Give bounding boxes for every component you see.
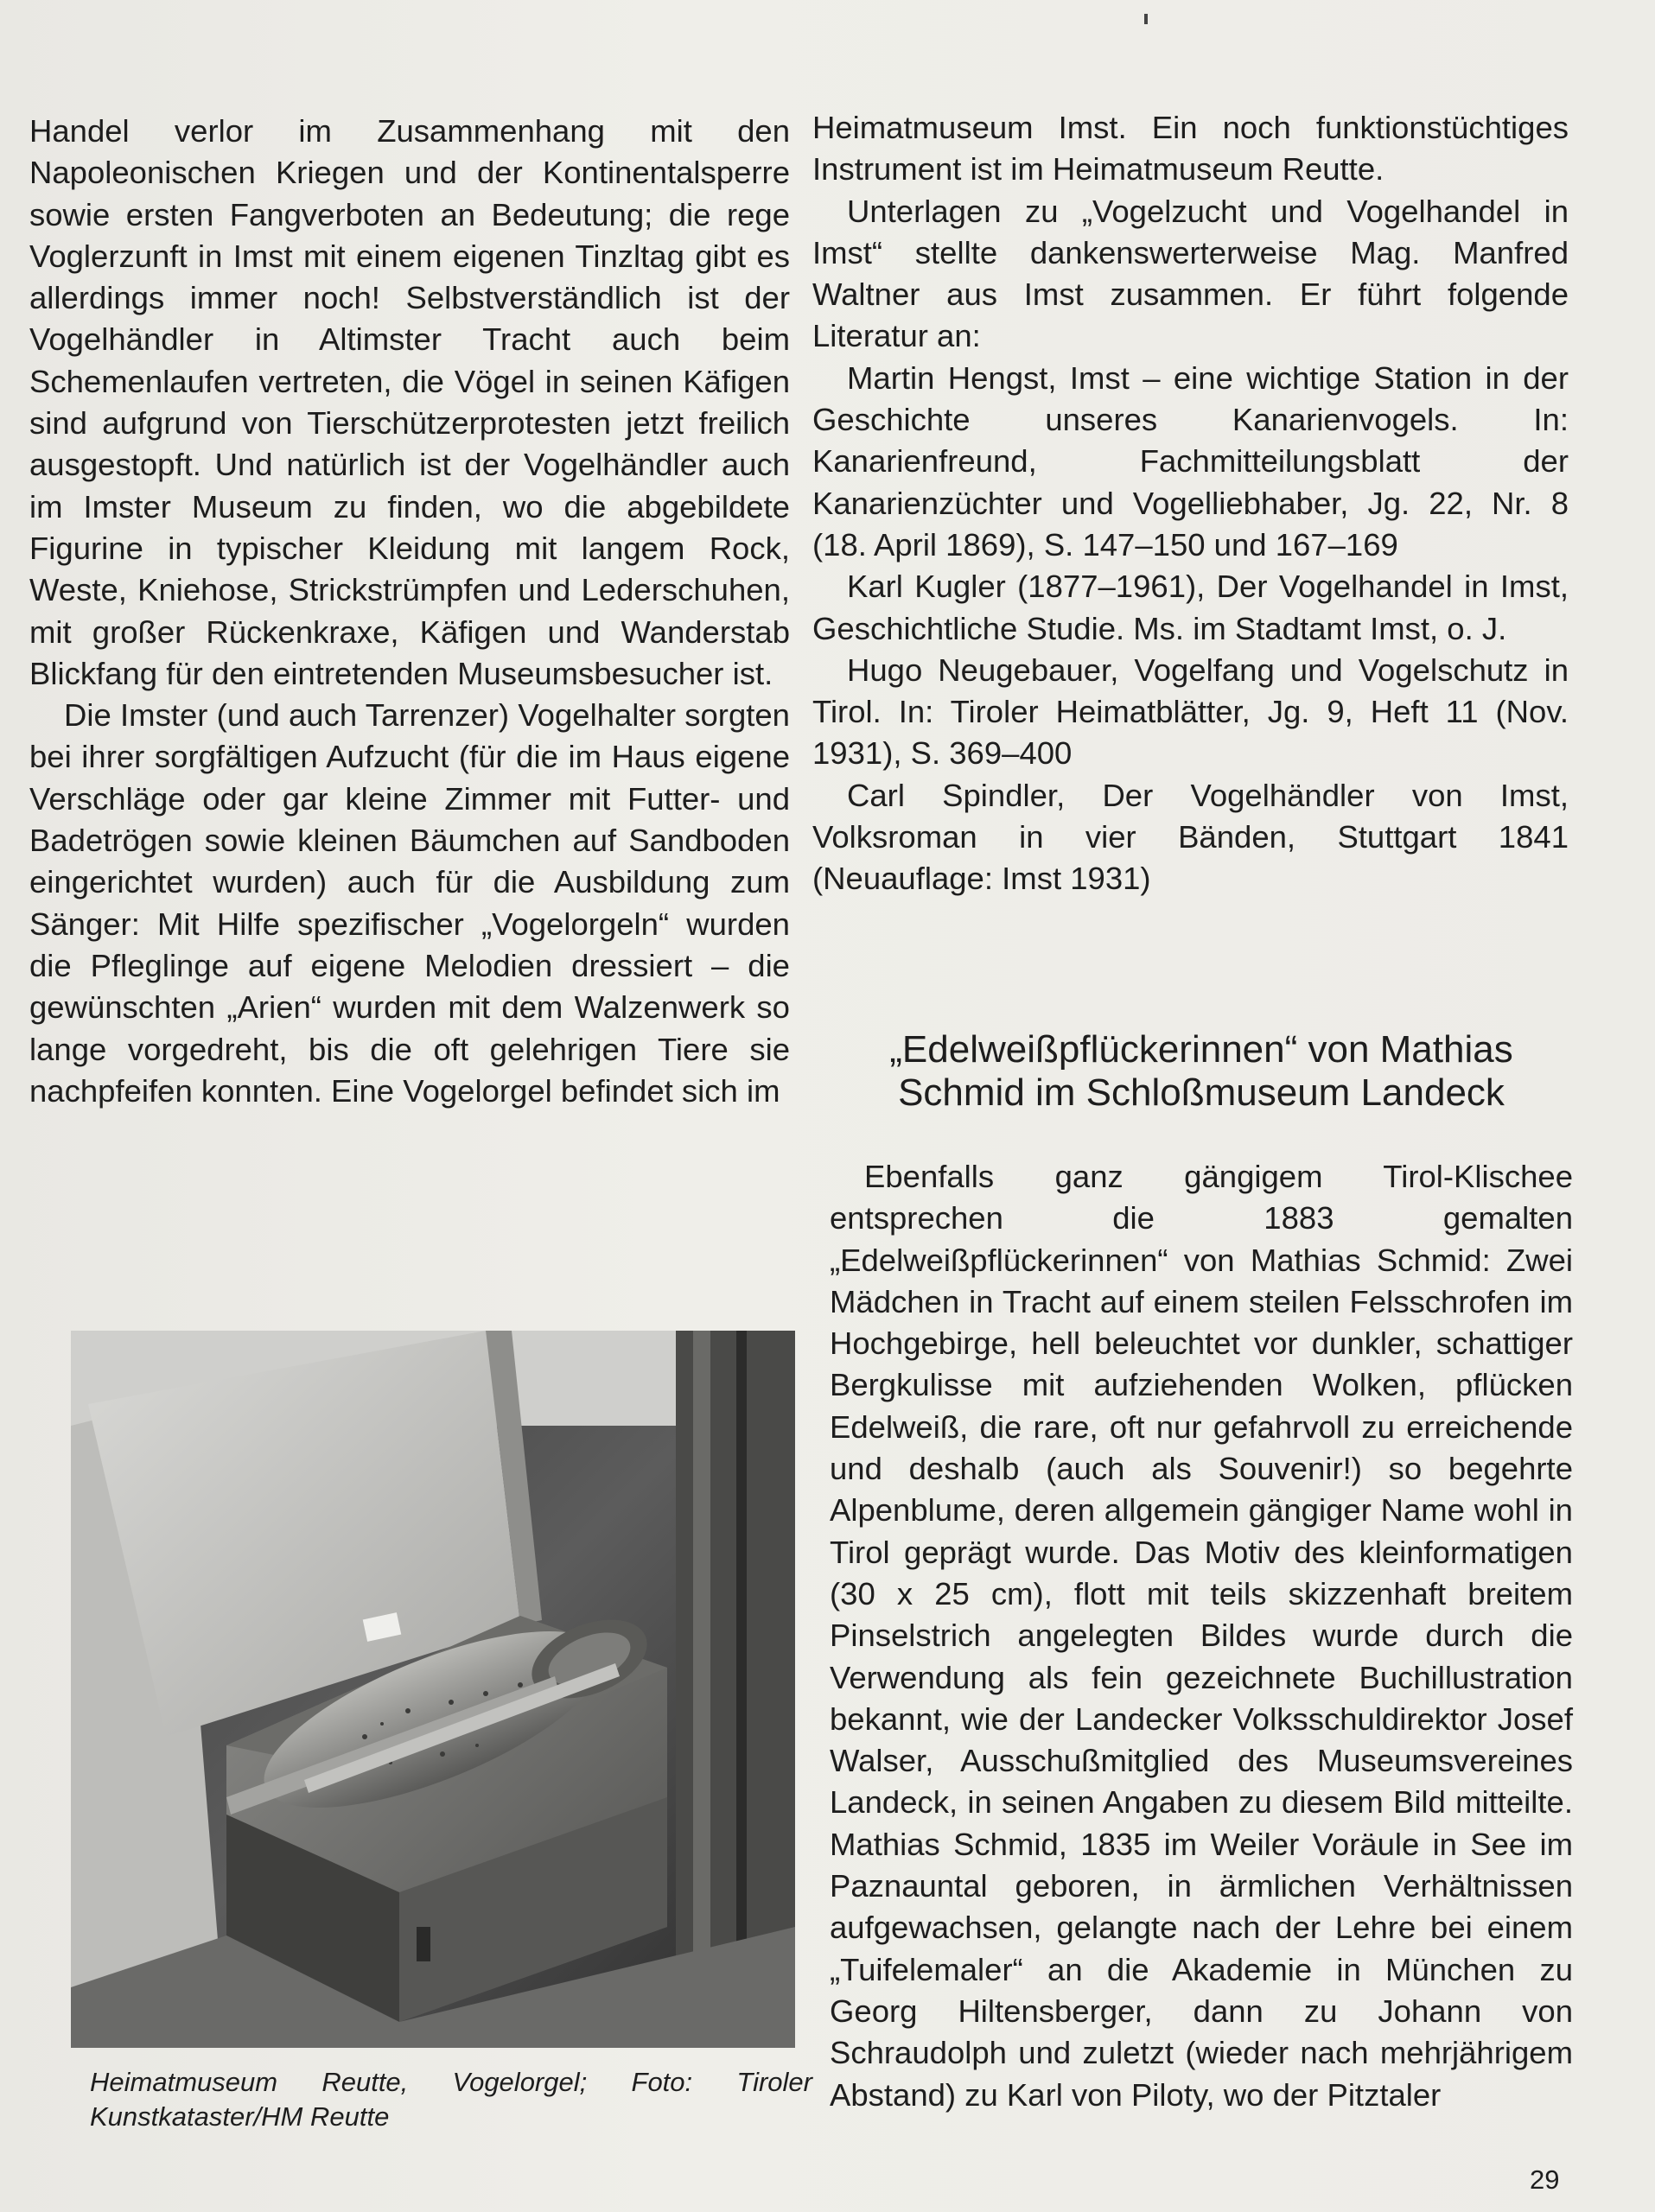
section-heading-line: Schmid im Schloßmuseum Landeck [898, 1071, 1505, 1114]
literature-entry: Carl Spindler, Der Vogelhändler von Imst, Volksroman in vier Bänden, Stuttgart 1841 (Neuauflage: Imst 1931) [812, 777, 1569, 897]
section-heading [830, 1028, 1573, 1115]
section-heading-line: „Edelweißpflückerinnen“ von Mathias [889, 1028, 1513, 1071]
paragraph: Unterlagen zu „Vogelzucht und Vogelhandel in Imst“ stellte dankenswerterweise Mag. Manfred Waltner aus Imst zusammen. Er führt folgende Literatur an: [812, 193, 1569, 354]
literature-entry: Hugo Neugebauer, Vogelfang und Vogelschutz in Tirol. In: Tiroler Heimatblätter, Jg. 9, Heft 11 (Nov. 1931), S. 369–400 [812, 652, 1569, 772]
literature-entry: Martin Hengst, Imst – eine wichtige Station in der Geschichte unseres Kanarienvogels. In: Kanarienfreund, Fachmitteilungsblatt der Kanarienzüchter und Vogelliebhaber, Jg. 22, Nr. 8 (18. April 1869), S. 147–150 und 167–169 [812, 359, 1569, 563]
literature-entry: Karl Kugler (1877–1961), Der Vogelhandel in Imst, Geschichtliche Studie. Ms. im Stadtamt Imst, o. J. [812, 569, 1569, 646]
paragraph: Handel verlor im Zusammenhang mit den Napoleonischen Kriegen und der Kontinentalsperre sowie ersten Fangverboten an Bedeutung; die rege Voglerzunft in Imst mit einem eigenen Tinzltag gibt es allerdings immer noch! Selbstverständlich ist der Vogelhändler in Altimster Tracht auch beim Schemenlaufen vertreten, die Vögel in seinen Käfigen sind aufgrund von Tierschützerprotesten jetzt freilich ausgestopft. Und natürlich ist der Vogelhändler auch im Imster Museum zu finden, wo die abgebildete Figurine in typischer Kleidung mit langem Rock, Weste, Kniehose, Strickstrümpfen und Lederschuhen, mit großer Rückenkraxe, Käfigen und Wanderstab Blickfang für den eintretenden Museumsbesucher ist. [29, 113, 790, 691]
section-text-column [830, 1156, 1573, 2116]
page-mark [1144, 14, 1148, 24]
paragraph: Heimatmuseum Imst. Ein noch funktionstüchtiges Instrument ist im Heimatmuseum Reutte. [812, 110, 1569, 188]
right-text-column [812, 107, 1569, 900]
paragraph: Ebenfalls ganz gängigem Tirol-Klischee entsprechen die 1883 gemalten „Edelweißpflückerinnen“ von Mathias Schmid: Zwei Mädchen in Tracht auf einem steilen Felsschrofen im Hochgebirge, hell beleuchtet vor dunkler, schattiger Bergkulisse mit aufziehenden Wolken, pflücken Edelweiß, die rare, oft nur gefahrvoll zu erreichende und deshalb (auch als Souvenir!) so begehrte Alpenblume, deren allgemein gängiger Name wohl in Tirol geprägt wurde. Das Motiv des kleinformatigen (30 x 25 cm), flott mit teils skizzenhaft breitem Pinselstrich angelegten Bildes wurde durch die Verwendung als fein gezeichnete Buchillustration bekannt, wie der Landecker Volksschuldirektor Josef Walser, Ausschußmitglied des Museumsvereines Landeck, in seinen Angaben zu diesem Bild mitteilte. Mathias Schmid, 1835 im Weiler Voräule in See im Paznauntal geboren, in ärmlichen Verhältnissen aufgewachsen, gelangte nach der Lehre bei einem „Tuifelemaler“ an die Akademie in München zu Georg Hiltensberger, dann zu Johann von Schraudolph und zuletzt (wieder nach mehrjährigem Abstand) zu Karl von Piloty, wo der Pitztaler [830, 1159, 1573, 2113]
page-number: 29 [1530, 2164, 1560, 2195]
paragraph: Die Imster (und auch Tarrenzer) Vogelhalter sorgten bei ihrer sorgfältigen Aufzucht (für die im Haus eigene Verschläge oder gar kleine Zimmer mit Futter- und Badetrögen sowie kleinen Bäumchen auf Sandboden eingerichtet wurden) auch für die Ausbildung zum Sänger: Mit Hilfe spezifischer „Vogelorgeln“ wurden die Pfleglinge auf eigene Melodien dressiert – die gewünschten „Arien“ wurden mit dem Walzenwerk so lange vorgedreht, bis die oft gelehrigen Tiere sie nachpfeifen konnten. Eine Vogelorgel befindet sich im [29, 697, 790, 1109]
left-text-column [29, 111, 790, 1112]
figure-caption: Heimatmuseum Reutte, Vogelorgel; Foto: Tiroler Kunstkataster/HM Reutte [90, 2067, 812, 2132]
vogelorgel-photo [71, 1331, 795, 2048]
